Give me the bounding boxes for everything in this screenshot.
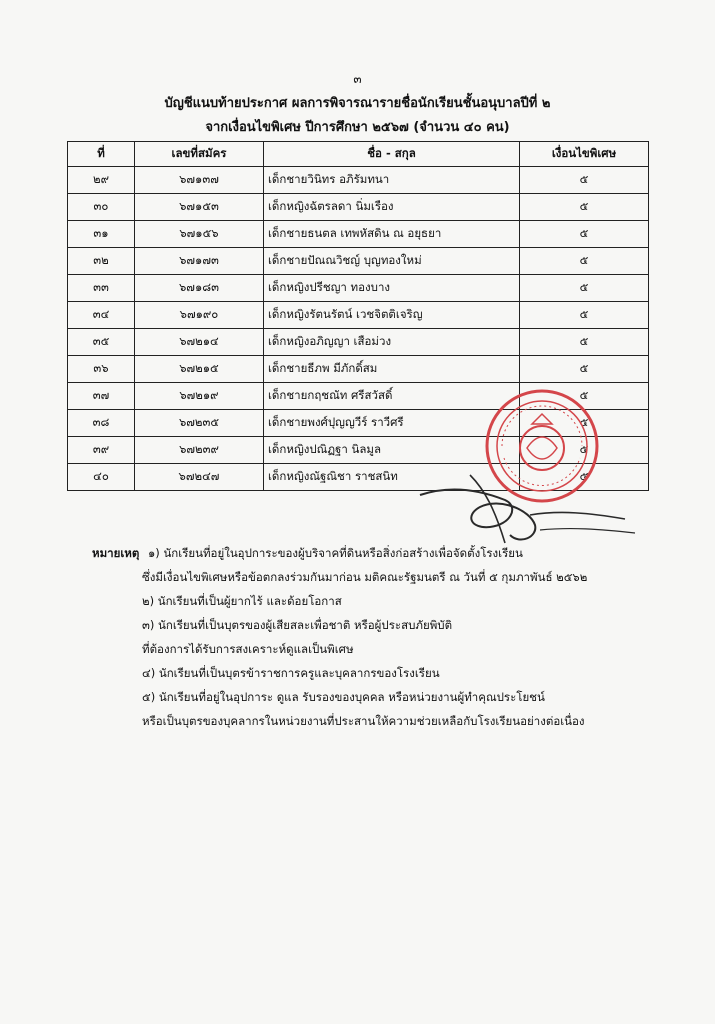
table-row	[68, 302, 649, 329]
remark-text: ๑) นักเรียนที่อยู่ในอุปการะของผู้บริจาคที่ดินหรือสิ่งก่อสร้างเพื่อจัดตั้งโรงเรียน	[148, 546, 523, 560]
cell-name: เด็กชายกฤชณัท ศรีสวัสดิ์	[264, 383, 520, 410]
cell-applicant-id: ๖๗๑๘๓	[135, 275, 264, 302]
cell-applicant-id: ๖๗๒๑๙	[135, 383, 264, 410]
cell-applicant-id: ๖๗๒๑๕	[135, 356, 264, 383]
cell-applicant-id: ๖๗๑๙๐	[135, 302, 264, 329]
cell-no: ๓๑	[68, 221, 135, 248]
cell-applicant-id: ๖๗๒๓๕	[135, 410, 264, 437]
cell-no: ๓๐	[68, 194, 135, 221]
cell-condition: ๕	[520, 356, 649, 383]
cell-condition: ๕	[520, 302, 649, 329]
cell-name: เด็กชายพงศ์ปุญญวีร์ ราวีศรี	[264, 410, 520, 437]
cell-applicant-id: ๖๗๒๑๔	[135, 329, 264, 356]
cell-condition: ๕	[520, 167, 649, 194]
remark-text: ๓) นักเรียนที่เป็นบุตรของผู้เสียสละเพื่อชาติ หรือผู้ประสบภัยพิบัติ	[142, 618, 453, 632]
cell-name: เด็กชายธนตล เทพหัสดิน ณ อยุธยา	[264, 221, 520, 248]
cell-no: ๓๖	[68, 356, 135, 383]
table-row	[68, 167, 649, 194]
cell-name: เด็กชายวินิทร อภิรัมทนา	[264, 167, 520, 194]
table-row	[68, 329, 649, 356]
remark-text: ๒) นักเรียนที่เป็นผู้ยากไร้ และด้อยโอกาส	[142, 594, 342, 608]
cell-applicant-id: ๖๗๑๓๗	[135, 167, 264, 194]
cell-name: เด็กชายธีภพ มีภักดิ์สม	[264, 356, 520, 383]
cell-applicant-id: ๖๗๑๗๓	[135, 248, 264, 275]
cell-no: ๓๓	[68, 275, 135, 302]
table-row	[68, 194, 649, 221]
document-title-line-2: จากเงื่อนไขพิเศษ ปีการศึกษา ๒๕๖๗ (จำนวน ๔๐ คน)	[205, 120, 510, 135]
header-applicant-id: เลขที่สมัคร	[135, 142, 264, 167]
cell-no: ๒๙	[68, 167, 135, 194]
cell-name: เด็กหญิงฉัตรลดา นิ่มเรือง	[264, 194, 520, 221]
cell-no: ๔๐	[68, 464, 135, 491]
cell-name: เด็กหญิงรัตนรัตน์ เวชจิตติเจริญ	[264, 302, 520, 329]
cell-applicant-id: ๖๗๑๕๓	[135, 194, 264, 221]
cell-name: เด็กหญิงปรีชญา ทองบาง	[264, 275, 520, 302]
remark-text: ซึ่งมีเงื่อนไขพิเศษหรือข้อตกลงร่วมกันมาก่อน มติคณะรัฐมนตรี ณ วันที่ ๕ กุมภาพันธ์ ๒๕๖๒	[142, 570, 588, 584]
document-title-line-1: บัญชีแนบท้ายประกาศ ผลการพิจารณารายชื่อนักเรียนชั้นอนุบาลปีที่ ๒	[164, 96, 551, 111]
cell-applicant-id: ๖๗๑๕๖	[135, 221, 264, 248]
page-number: ๓	[353, 72, 362, 86]
table-row	[68, 221, 649, 248]
cell-no: ๓๘	[68, 410, 135, 437]
remark-line	[142, 590, 672, 614]
header-name: ชื่อ - สกุล	[264, 142, 520, 167]
cell-condition: ๕	[520, 194, 649, 221]
cell-applicant-id: ๖๗๒๓๙	[135, 437, 264, 464]
remark-line	[142, 662, 672, 686]
cell-name: เด็กหญิงปณิฏฐา นิลมูล	[264, 437, 520, 464]
remarks-section	[92, 542, 672, 734]
remark-text: ที่ต้องการได้รับการสงเคราะห์ดูแลเป็นพิเศษ	[142, 642, 354, 656]
cell-condition: ๕	[520, 464, 649, 491]
cell-no: ๓๙	[68, 437, 135, 464]
table-row	[68, 356, 649, 383]
remark-text: หรือเป็นบุตรของบุคลากรในหน่วยงานที่ประสานให้ความช่วยเหลือกับโรงเรียนอย่างต่อเนื่อง	[142, 714, 585, 728]
remark-line	[142, 638, 672, 662]
cell-name: เด็กหญิงอภิญญา เสือม่วง	[264, 329, 520, 356]
cell-no: ๓๒	[68, 248, 135, 275]
table-header-row	[68, 142, 649, 167]
remark-line	[142, 566, 672, 590]
cell-condition: ๕	[520, 329, 649, 356]
cell-no: ๓๕	[68, 329, 135, 356]
cell-no: ๓๗	[68, 383, 135, 410]
remark-line	[142, 710, 672, 734]
header-no: ที่	[68, 142, 135, 167]
table-row	[68, 275, 649, 302]
remark-line	[142, 614, 672, 638]
cell-applicant-id: ๖๗๒๔๗	[135, 464, 264, 491]
signature	[410, 455, 650, 550]
cell-condition: ๕	[520, 275, 649, 302]
cell-condition: ๕	[520, 248, 649, 275]
cell-condition: ๕	[520, 410, 649, 437]
cell-name: เด็กหญิงณัฐณิชา ราชสนิท	[264, 464, 520, 491]
remark-text: ๔) นักเรียนที่เป็นบุตรข้าราชการครูและบุคลากรของโรงเรียน	[142, 666, 440, 680]
remark-line	[142, 686, 672, 710]
remark-line	[92, 542, 672, 566]
remark-text: ๕) นักเรียนที่อยู่ในอุปการะ ดูแล รับรองของบุคคล หรือหน่วยงานผู้ทำคุณประโยชน์	[142, 690, 545, 704]
cell-name: เด็กชายปัณณวิชญ์ บุญทองใหม่	[264, 248, 520, 275]
cell-condition: ๕	[520, 221, 649, 248]
header-condition: เงื่อนไขพิเศษ	[520, 142, 649, 167]
remarks-label: หมายเหตุ	[92, 546, 140, 560]
table-row	[68, 248, 649, 275]
cell-condition: ๕	[520, 437, 649, 464]
cell-no: ๓๔	[68, 302, 135, 329]
cell-condition: ๕	[520, 383, 649, 410]
